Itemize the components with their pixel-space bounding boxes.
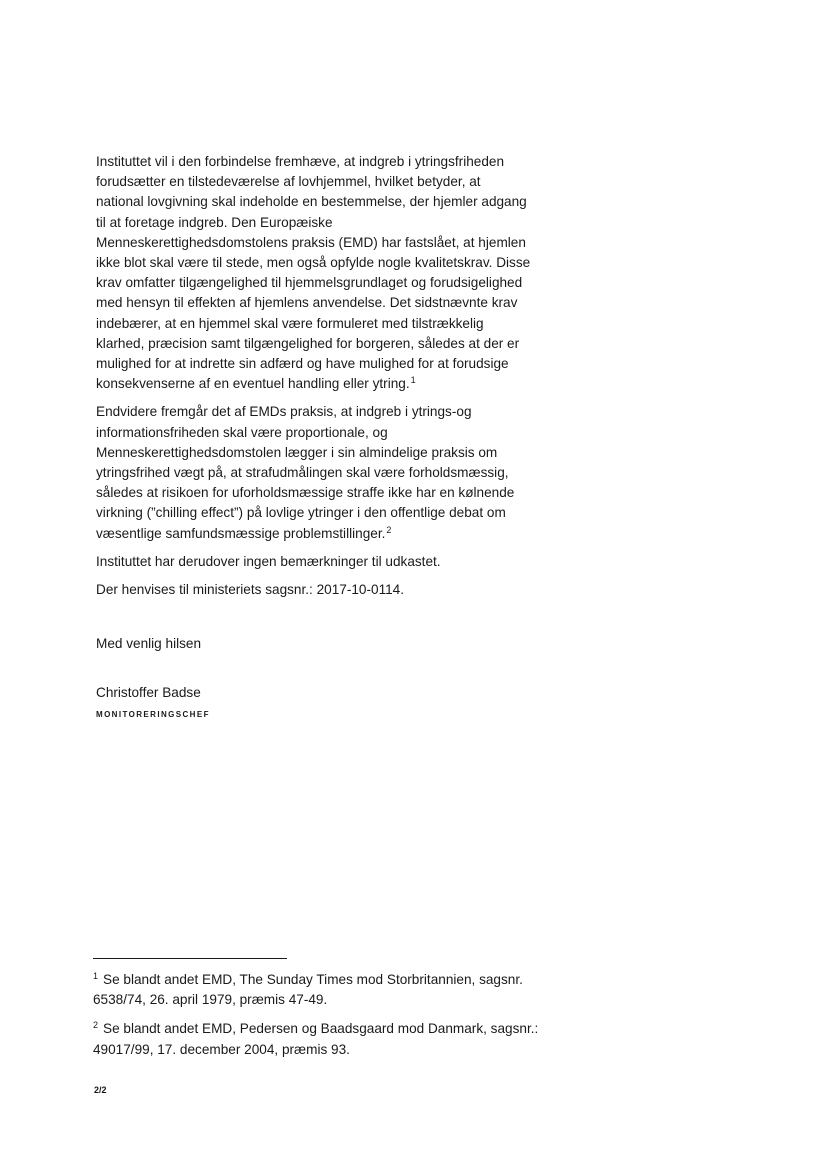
footnote-1	[93, 970, 613, 1010]
body-line: mulighed for at indrette sin adfærd og have mulighed for at forudsige	[96, 356, 509, 372]
footnote-mark: 2	[93, 1020, 99, 1031]
body-line: Endvidere fremgår det af EMDs praksis, at indgreb i ytrings-og	[96, 404, 472, 420]
paragraph-lovhjemmel	[96, 152, 576, 394]
footnote-reference-1[interactable]: 1	[410, 375, 416, 386]
body-line: Instituttet har derudover ingen bemærkninger til udkastet.	[96, 553, 441, 569]
footnote-line: 49017/99, 17. december 2004, præmis 93.	[93, 1041, 350, 1057]
body-line	[96, 524, 576, 544]
body-line: informationsfriheden skal være proportionale, og	[96, 424, 388, 440]
footnote-2	[93, 1019, 613, 1059]
body-line	[96, 374, 576, 394]
footnote-line: Se blandt andet EMD, Pedersen og Baadsgaard mod Danmark, sagsnr.:	[103, 1021, 539, 1037]
letter-body	[96, 152, 576, 608]
signer-title: MONITORERINGSCHEF	[96, 710, 210, 719]
body-line: virkning (”chilling effect”) på lovlige ytringer i den offentlige debat om	[96, 505, 506, 521]
page-number: 2/2	[94, 1085, 107, 1095]
body-line: med hensyn til effekten af hjemlens anvendelse. Det sidstnævnte krav	[96, 295, 518, 311]
footnote-line: 6538/74, 26. april 1979, præmis 47-49.	[93, 992, 328, 1008]
body-line: således at risikoen for uforholdsmæssige straffe ikke har en kølnende	[96, 485, 515, 501]
body-line: Menneskerettighedsdomstolen lægger i sin almindelige praksis om	[96, 444, 498, 460]
body-line: Menneskerettighedsdomstolens praksis (EMD) har fastslået, at hjemlen	[96, 234, 526, 250]
body-line: ikke blot skal være til stede, men også opfylde nogle kvalitetskrav. Disse	[96, 255, 531, 271]
footnotes	[93, 970, 613, 1069]
body-line: Der henvises til ministeriets sagsnr.: 2017-10-0114.	[96, 582, 405, 598]
paragraph-sagsnummer	[96, 580, 576, 600]
body-line: klarhed, præcision samt tilgængelighed for borgeren, således at der er	[96, 335, 520, 351]
body-line: krav omfatter tilgængelighed til hjemmelsgrundlaget og forudsigelighed	[96, 275, 523, 291]
body-line: national lovgivning skal indeholde en bestemmelse, der hjemler adgang	[96, 194, 527, 210]
body-line: ytringsfrihed vægt på, at strafudmålingen skal være forholdsmæssig,	[96, 465, 509, 481]
signer-name: Christoffer Badse	[96, 685, 201, 700]
body-line: til at foretage indgreb. Den Europæiske	[96, 214, 333, 230]
body-line-text: konsekvenserne af en eventuel handling eller ytring.	[96, 376, 410, 392]
body-line: Instituttet vil i den forbindelse fremhæve, at indgreb i ytringsfriheden	[96, 154, 505, 169]
footnote-reference-2[interactable]: 2	[386, 524, 392, 535]
body-line: indebærer, at en hjemmel skal være formuleret med tilstrækkelig	[96, 315, 484, 331]
footnote-separator	[93, 958, 287, 959]
paragraph-proportionalitet	[96, 402, 576, 543]
body-line-text: væsentlige samfundsmæssige problemstillinger.	[96, 525, 386, 541]
footnote-line: Se blandt andet EMD, The Sunday Times mod Storbritannien, sagsnr.	[103, 972, 523, 987]
closing-salutation: Med venlig hilsen	[96, 636, 202, 651]
paragraph-bemaerkninger	[96, 552, 576, 572]
body-line: forudsætter en tilstedeværelse af lovhjemmel, hvilket betyder, at	[96, 174, 481, 190]
footnote-mark: 1	[93, 971, 99, 981]
